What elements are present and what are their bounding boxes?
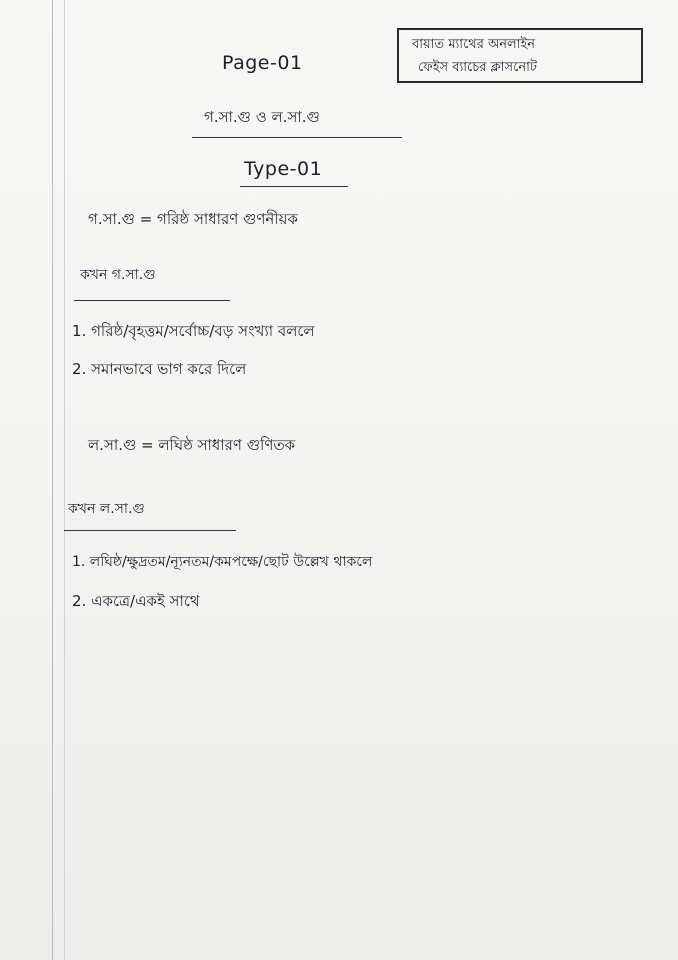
margin-line <box>52 0 53 960</box>
lcm-list-item: 1. লঘিষ্ঠ/ক্ষুদ্রতম/ন্যূনতম/কমপক্ষে/ছোট উল্লেখ থাকলে <box>72 554 373 570</box>
heading-underline <box>192 137 402 138</box>
topic-heading: গ.সা.গু ও ল.সা.গু <box>204 108 320 126</box>
lcm-when-heading: কখন ল.সা.গু <box>68 501 145 517</box>
gcd-when-heading: কখন গ.সা.গু <box>80 267 156 283</box>
stamp-line-1: বায়াত ম্যাথের অনলাইন <box>412 37 535 52</box>
lcm-definition: ল.সা.গু = লঘিষ্ঠ সাধারণ গুণিতক <box>88 436 296 454</box>
lcm-list-item: 2. একত্রে/একই সাথে <box>72 592 200 610</box>
gcd-definition: গ.সা.গু = গরিষ্ঠ সাধারণ গুণনীয়ক <box>88 210 298 228</box>
type-underline <box>240 186 348 187</box>
lcm-when-underline <box>64 530 236 531</box>
gcd-list-item: 2. সমানভাবে ভাগ করে দিলে <box>72 360 247 378</box>
margin-line-inner <box>64 0 65 960</box>
type-label: Type-01 <box>244 158 323 180</box>
stamp-line-2: ফেইস ব্যাচের ক্লাসনোট <box>418 60 537 75</box>
gcd-when-underline <box>74 300 230 301</box>
gcd-list-item: 1. গরিষ্ঠ/বৃহত্তম/সর্বোচ্চ/বড় সংখ্যা বললে <box>72 322 315 340</box>
page-label: Page-01 <box>222 52 303 74</box>
